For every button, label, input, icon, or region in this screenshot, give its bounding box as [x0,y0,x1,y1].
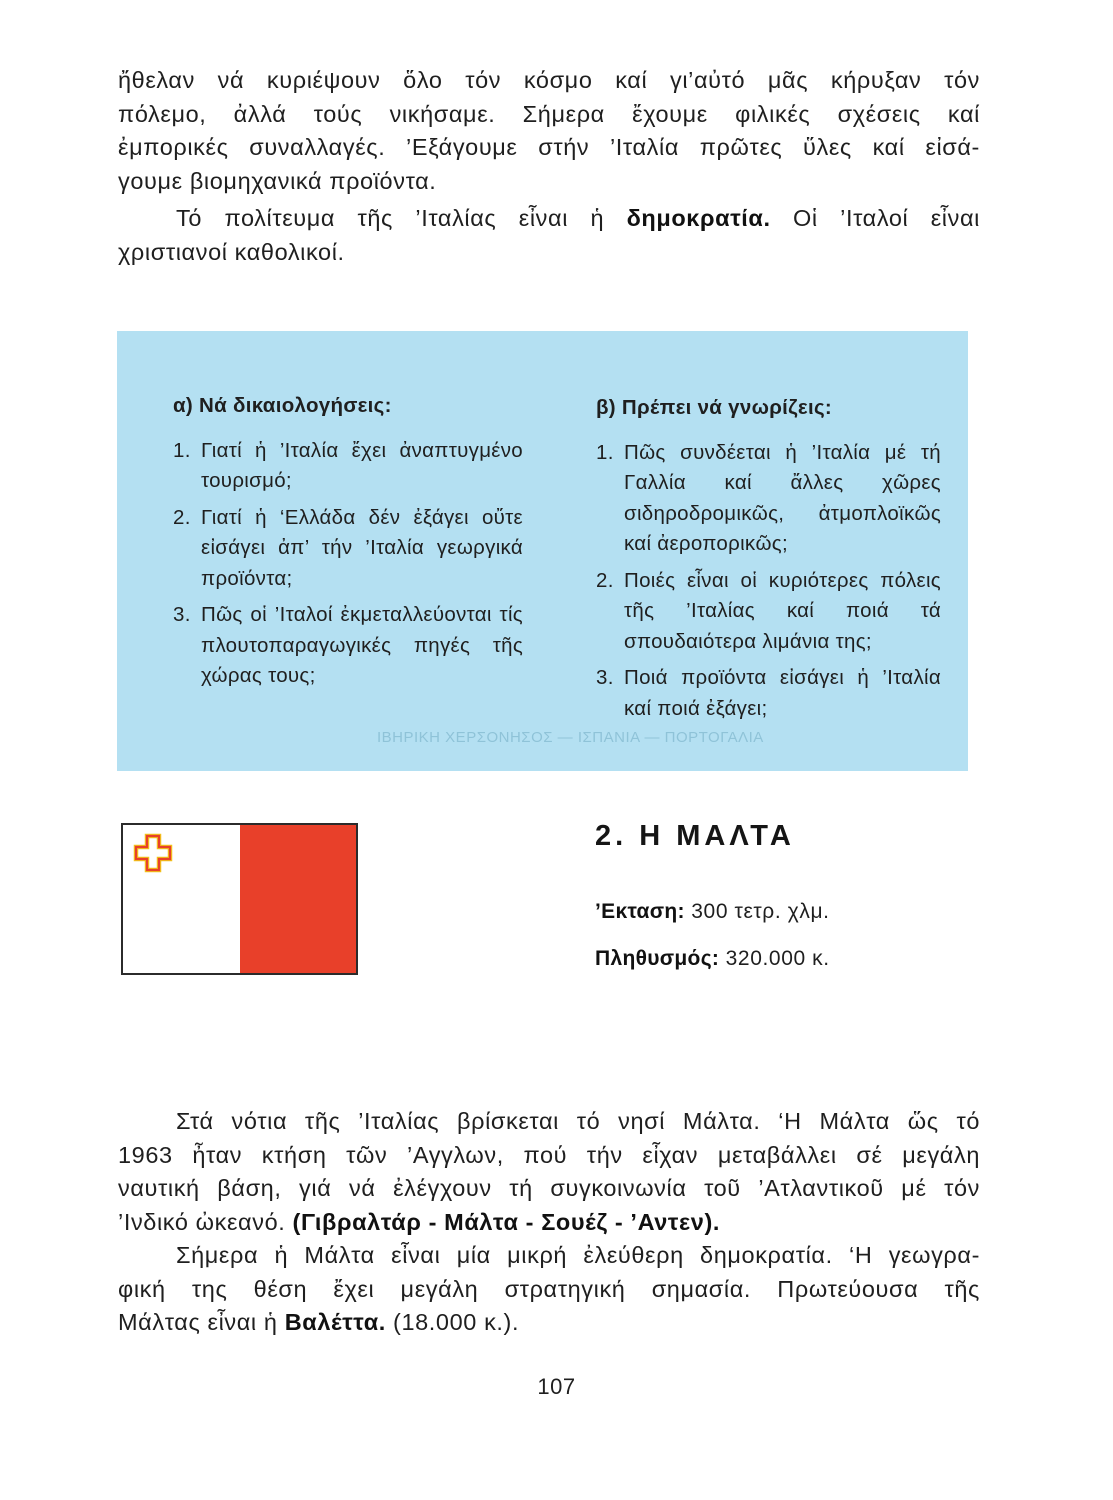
intro-paragraph-2 [118,202,980,269]
text-line: 1963 ἦταν κτήση τῶν ’Αγγλων, πού τήν εἶχαν μεταβάλλει σέ μεγάλη [118,1141,980,1168]
flag-red-half [240,825,356,973]
question-item [173,600,523,692]
text-line [118,1306,980,1340]
page-number: 107 [537,1374,576,1399]
question-number: 1. [173,438,191,462]
area-label: ’Εκταση: [595,900,685,923]
text-line: ἤθελαν νά κυριέψουν ὅλο τόν κόσμο καί γι’αὐτό μᾶς κήρυξαν τόν [118,67,980,93]
intro-paragraph-1 [118,64,980,198]
text-line: φική της θέση ἔχει μεγάλη στρατηγική σημασία. Πρωτεύουσα τῆς [118,1275,980,1302]
question-number: 1. [596,440,614,464]
text-run: ’Ινδικό ὠκεανό. [118,1208,286,1235]
question-item [173,503,523,595]
population-fact [595,947,830,971]
section-b-title: β) Πρέπει νά γνωρίζεις: [596,396,833,419]
ghost-map-caption: ΙΒΗΡΙΚΗ ΧΕΡΣΟΝΗΣΟΣ — ΙΣΠΑΝΙΑ — ΠΟΡΤΟΓΑΛΙΑ [377,729,764,746]
question-number: 3. [596,666,614,689]
section-a-title: α) Νά δικαιολογήσεις: [173,394,392,417]
text-line: γουμε βιομηχανικά προϊόντα. [118,167,437,194]
bold-term: δημοκρατία. [626,205,771,231]
question-number: 3. [173,603,191,626]
bold-capital: Βαλέττα. [284,1309,386,1336]
question-text: Ποιές εἶναι οἱ κυριότερες πόλεις τῆς ’Ιταλίας καί ποιά τά σπουδαιότερα λιμάνια της; [624,568,941,653]
question-item [596,566,941,658]
text-run: Οἱ ’Ιταλοί εἶναι [793,205,980,231]
text-run: (18.000 κ.). [393,1309,520,1336]
text-line: ἐμπορικές συναλλαγές. ’Εξάγουμε στήν ’Ιταλία πρῶτες ὕλες καί εἰσά- [118,134,980,161]
malta-paragraph-1 [118,1105,980,1239]
text-line: ναυτική βάση, γιά νά ἐλέγχουν τή συγκοινωνία τοῦ ’Ατλαντικοῦ μέ τόν [118,1175,980,1202]
george-cross-icon [133,833,173,873]
malta-paragraph-2 [118,1239,980,1340]
question-item [596,663,941,724]
text-line: Σήμερα ἡ Μάλτα εἶναι μία μικρή ἐλεύθερη δημοκρατία. ‘Η γεωγρα- [176,1242,980,1268]
question-number: 2. [173,505,191,529]
bold-route: (Γιβραλτάρ - Μάλτα - Σουέζ - ’Αντεν). [292,1208,720,1235]
question-item [596,438,941,560]
text-line [118,1206,980,1240]
text-line: πόλεμο, ἀλλά τούς νικήσαμε. Σήμερα ἔχουμε φιλικές σχέσεις καί [118,100,980,127]
exercise-section-a [173,391,523,698]
question-text: Γιατί ἡ ‘Ελλάδα δέν ἐξάγει οὔτε εἰσάγει ἀπ’ τήν ’Ιταλία γεωργικά προϊόντα; [201,505,523,590]
exercise-section-b [596,393,941,730]
question-text: Ποιά προϊόντα εἰσάγει ἡ ’Ιταλία καί ποιά ἐξάγει; [624,666,941,720]
exercise-box [117,331,968,771]
area-fact [595,900,830,924]
section-title: 2. Η ΜΑΛΤΑ [595,820,795,852]
text-line: Στά νότια τῆς ’Ιταλίας βρίσκεται τό νησί Μάλτα. ‘Η Μάλτα ὥς τό [176,1108,980,1134]
question-text: Γιατί ἡ ’Ιταλία ἔχει ἀναπτυγμένο τουρισμό; [201,438,523,492]
text-run: Τό πολίτευμα τῆς ’Ιταλίας εἶναι ἡ [176,205,605,231]
text-line [118,202,980,236]
malta-flag [121,823,358,975]
question-text: Πῶς συνδέεται ἡ ’Ιταλία μέ τή Γαλλία καί ἄλλες χῶρες σιδηροδρομικῶς, ἀτμοπλοϊκῶς καί ἀεροπορικῶς; [624,440,941,555]
question-text: Πῶς οἱ ’Ιταλοί ἐκμεταλλεύονται τίς πλουτοπαραγωγικές πηγές τῆς χώρας τους; [201,603,523,687]
question-item [173,436,523,497]
population-value: 320.000 κ. [725,947,830,970]
text-line: χριστιανοί καθολικοί. [118,238,345,265]
population-label: Πληθυσμός: [595,947,720,970]
question-number: 2. [596,568,614,592]
text-run: Μάλτας εἶναι ἡ [118,1309,278,1336]
area-value: 300 τετρ. χλμ. [691,900,830,923]
